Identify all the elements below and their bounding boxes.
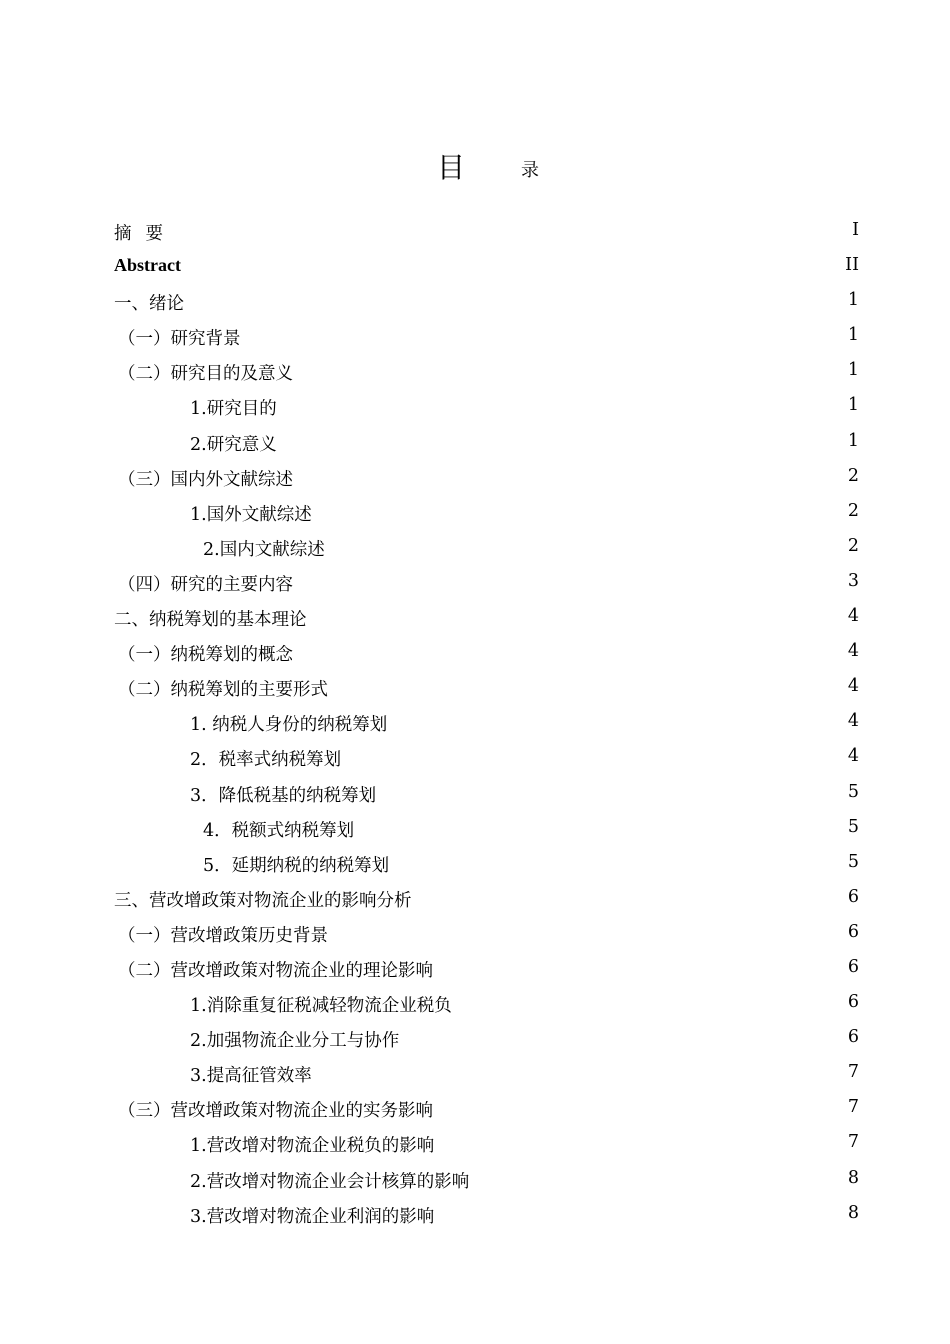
toc-entry-page: 1 <box>847 430 859 451</box>
toc-entry-page: 4 <box>847 606 859 627</box>
toc-entry[interactable] <box>0 459 950 494</box>
toc-entry[interactable] <box>0 1161 950 1196</box>
toc-entry-label: 2．税率式纳税筹划 <box>190 750 342 771</box>
toc-entry[interactable] <box>0 1090 950 1125</box>
toc-entry-label: （三）国内外文献综述 <box>118 469 293 490</box>
toc-entry-page: 6 <box>847 921 859 942</box>
table-of-contents <box>0 213 950 1231</box>
toc-entry[interactable] <box>0 529 950 564</box>
toc-entry[interactable] <box>0 634 950 669</box>
toc-entry-label: 1.研究目的 <box>190 399 277 420</box>
toc-entry-label: 1. 纳税人身份的纳税筹划 <box>190 715 388 736</box>
toc-entry-label: 3.营改增对物流企业利润的影响 <box>190 1206 435 1227</box>
toc-entry-label: （二）营改增政策对物流企业的理论影响 <box>118 960 433 981</box>
toc-entry-page: 2 <box>847 465 859 486</box>
toc-entry[interactable] <box>0 704 950 739</box>
toc-entry-label: （一）纳税筹划的概念 <box>118 645 293 666</box>
toc-entry[interactable] <box>0 739 950 774</box>
toc-entry-label: Abstract <box>114 255 181 276</box>
toc-entry[interactable] <box>0 318 950 353</box>
toc-entry-page: 1 <box>847 290 859 311</box>
toc-entry[interactable] <box>0 564 950 599</box>
toc-entry-label: （一）研究背景 <box>118 329 241 350</box>
toc-title <box>0 146 950 186</box>
toc-entry[interactable] <box>0 388 950 423</box>
toc-entry[interactable] <box>0 775 950 810</box>
toc-entry-page: 4 <box>847 711 859 732</box>
toc-entry-page: 4 <box>847 641 859 662</box>
toc-entry-page: 1 <box>847 395 859 416</box>
toc-entry-label: 二、纳税筹划的基本理论 <box>114 610 307 631</box>
toc-entry-label: （二）研究目的及意义 <box>118 364 293 385</box>
toc-entry-page: 7 <box>847 1097 859 1118</box>
toc-entry-page: 3 <box>847 570 859 591</box>
toc-entry-label: 2.加强物流企业分工与协作 <box>190 1031 400 1052</box>
toc-entry-label: 4．税额式纳税筹划 <box>203 820 355 841</box>
toc-entry-label: （四）研究的主要内容 <box>118 574 293 595</box>
toc-entry-label: （一）营改增政策历史背景 <box>118 925 328 946</box>
toc-entry[interactable] <box>0 1196 950 1231</box>
toc-entry[interactable] <box>0 810 950 845</box>
toc-entry-page: 2 <box>847 535 859 556</box>
toc-entry-page: 6 <box>847 1027 859 1048</box>
toc-entry-label: 1.营改增对物流企业税负的影响 <box>190 1136 435 1157</box>
toc-entry-page: 8 <box>847 1202 859 1223</box>
toc-entry-page: 7 <box>847 1062 859 1083</box>
toc-entry[interactable] <box>0 248 950 283</box>
toc-entry[interactable] <box>0 283 950 318</box>
toc-entry[interactable] <box>0 599 950 634</box>
toc-entry-page: 6 <box>847 886 859 907</box>
toc-entry-label: 2.国内文献综述 <box>203 539 325 560</box>
toc-entry-label: （二）纳税筹划的主要形式 <box>118 680 328 701</box>
toc-entry-page: 4 <box>847 676 859 697</box>
toc-entry-label: （三）营改增政策对物流企业的实务影响 <box>118 1101 433 1122</box>
toc-entry[interactable] <box>0 424 950 459</box>
toc-entry-page: I <box>852 220 859 240</box>
toc-entry-page: 5 <box>847 816 859 837</box>
toc-entry-page: 5 <box>847 851 859 872</box>
toc-entry-label: 5．延期纳税的纳税筹划 <box>203 855 390 876</box>
toc-entry[interactable] <box>0 213 950 248</box>
toc-entry-label: 1.消除重复征税减轻物流企业税负 <box>190 996 452 1017</box>
toc-entry-label: 摘要 <box>114 224 177 244</box>
toc-entry-page: 6 <box>847 956 859 977</box>
toc-entry-page: 2 <box>847 500 859 521</box>
toc-entry[interactable] <box>0 494 950 529</box>
toc-entry[interactable] <box>0 985 950 1020</box>
toc-entry[interactable] <box>0 1020 950 1055</box>
toc-entry-label: 1.国外文献综述 <box>190 504 312 525</box>
toc-entry-page: 7 <box>847 1132 859 1153</box>
toc-entry-label: 一、绪论 <box>114 294 184 315</box>
toc-entry-label: 2.研究意义 <box>190 434 277 455</box>
toc-entry-page: 6 <box>847 992 859 1013</box>
toc-title-char-1: 目 <box>437 151 466 184</box>
toc-title-char-2: 录 <box>521 160 539 181</box>
toc-entry[interactable] <box>0 845 950 880</box>
toc-entry-page: 4 <box>847 746 859 767</box>
toc-entry[interactable] <box>0 1125 950 1160</box>
toc-entry-page: 5 <box>847 781 859 802</box>
toc-entry-page: 1 <box>847 360 859 381</box>
toc-entry-page: 1 <box>847 325 859 346</box>
toc-entry-label: 3．降低税基的纳税筹划 <box>190 785 377 806</box>
toc-entry-page: II <box>845 255 859 276</box>
toc-entry[interactable] <box>0 880 950 915</box>
toc-entry-label: 2.营改增对物流企业会计核算的影响 <box>190 1171 470 1192</box>
toc-entry[interactable] <box>0 353 950 388</box>
toc-entry-page: 8 <box>847 1167 859 1188</box>
toc-entry[interactable] <box>0 1055 950 1090</box>
toc-entry-label: 三、营改增政策对物流企业的影响分析 <box>114 890 412 911</box>
toc-entry[interactable] <box>0 950 950 985</box>
toc-entry[interactable] <box>0 669 950 704</box>
toc-entry[interactable] <box>0 915 950 950</box>
toc-entry-label: 3.提高征管效率 <box>190 1066 312 1087</box>
